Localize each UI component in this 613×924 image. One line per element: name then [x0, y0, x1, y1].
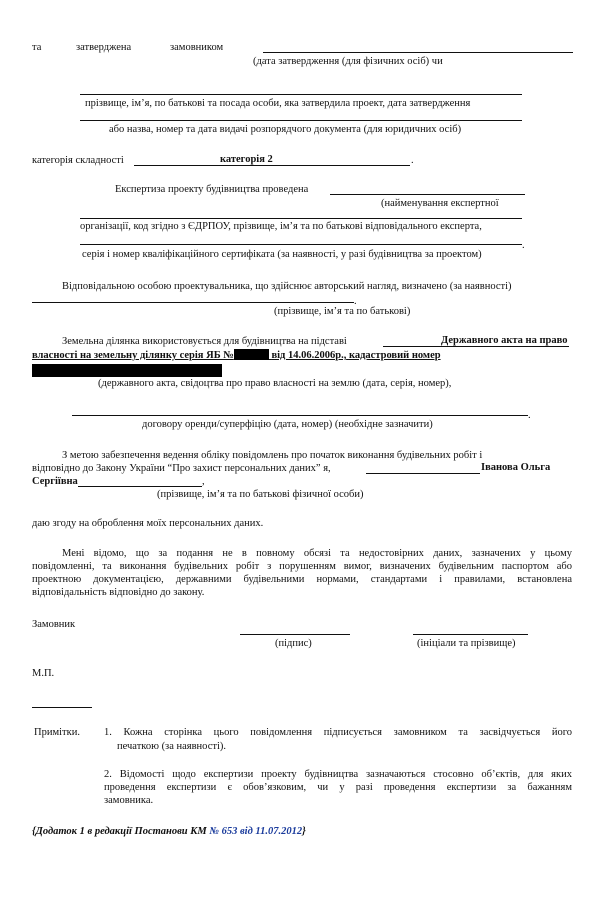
complexity-label: категорія складності	[32, 155, 124, 166]
land-blank-2	[72, 415, 528, 416]
customer-label: Замовник	[32, 619, 76, 630]
text-customer: замовником	[170, 42, 224, 53]
signature-caption: (підпис)	[275, 638, 312, 649]
land-cadastral-label: кадастровий номер	[348, 350, 441, 361]
supervision-text: Відповідальною особою проектувальника, що здійснює авторський нагляд, визначено (за наявності)	[62, 281, 512, 292]
signature-blank	[240, 634, 350, 635]
complexity-value: категорія 2	[220, 154, 273, 165]
supervision-blank	[32, 302, 354, 303]
comma: ,	[202, 476, 205, 487]
approval-blank	[263, 52, 573, 53]
land-caption2: договору оренди/суперфіцію (дата, номер) (необхідне зазначити)	[142, 419, 433, 430]
consent-line1: З метою забезпечення ведення обліку повідомлень про початок виконання будівельних робіт і	[62, 450, 483, 461]
responsibility-line1: Мені відомо, що за подання не в повному обсязі та недостовірних даних, зазначених у цьому	[62, 548, 572, 559]
note1-line2: печаткою (за наявності).	[117, 741, 226, 752]
consent-line2: відповідно до Закону України “Про захист персональних даних” я,	[32, 463, 331, 474]
land-line1-bold: Державного акта на право	[441, 335, 568, 346]
footnote-divider	[32, 707, 92, 708]
amendment-link[interactable]: № 653 від 11.07.2012	[209, 826, 303, 837]
period: .	[354, 296, 357, 307]
note1-line1: 1. Кожна сторінка цього повідомлення підписується замовником та засвідчується його	[104, 727, 572, 738]
expertise-blank-2	[80, 218, 522, 219]
expertise-blank-3	[80, 244, 522, 245]
redaction-cadastral	[32, 364, 222, 377]
complexity-dot: .	[411, 155, 414, 166]
consent-caption: (прізвище, ім’я та по батькові фізичної особи)	[157, 489, 364, 500]
expertise-text: Експертиза проекту будівництва проведена	[115, 184, 309, 195]
legal-blank	[80, 120, 522, 121]
note2-line2: проведення експертизи є обов’язковим, чи у разі проведення експертизи за бажанням	[104, 782, 572, 793]
person-blank	[80, 94, 522, 95]
land-act-series: власності на земельну ділянку серія ЯБ №	[32, 350, 234, 361]
consent-blank	[366, 473, 480, 474]
caption-person: прізвище, ім’я, по батькові та посада особи, яка затвердила проект, дата затвердження	[85, 98, 471, 109]
responsibility-line3: проектною документацією, державними будівельними нормами, стандартами і правилами, встановлена	[32, 574, 572, 585]
period: .	[522, 240, 525, 251]
expertise-caption2: організації, код згідно з ЄДРПОУ, прізвище, ім’я та по батькові відповідального експерта,	[80, 221, 482, 232]
caption-approval-date: (дата затвердження (для фізичних осіб) чи	[253, 56, 443, 67]
consent-name-a: Іванова Ольга	[481, 462, 551, 473]
notes-label: Примітки.	[34, 727, 80, 738]
land-caption1: (державного акта, свідоцтва про право власності на землю (дата, серія, номер),	[98, 378, 452, 389]
note2-line1: 2. Відомості щодо експертизи проекту будівництва зазначаються стосовно об’єктів, для яких	[104, 769, 572, 780]
note2-line3: замовника.	[104, 795, 154, 806]
amendment-note	[32, 826, 306, 838]
expertise-blank	[330, 194, 525, 195]
supervision-caption: (прізвище, ім’я та по батькові)	[274, 306, 411, 317]
land-line2	[32, 349, 441, 362]
expertise-caption3: серія і номер кваліфікаційного сертифіката (за наявності, у разі будівництва за проектом)	[82, 249, 482, 260]
redaction	[234, 349, 269, 360]
consent-name-b: Сергіївна	[32, 476, 78, 487]
amendment-prefix: {Додаток 1 в редакції Постанови КМ	[32, 826, 210, 837]
initials-caption: (ініціали та прізвище)	[417, 638, 516, 649]
initials-blank	[413, 634, 528, 635]
amendment-suffix: }	[302, 826, 306, 837]
responsibility-line4: відповідальність відповідно до закону.	[32, 587, 205, 598]
land-line1: Земельна ділянка використовується для будівництва на підставі	[62, 336, 347, 347]
text-approved: затверджена	[76, 42, 132, 53]
text-ta: та	[32, 42, 42, 53]
expertise-caption1: (найменування експертної	[381, 198, 499, 209]
caption-legal: або назва, номер та дата видачі розпорядчого документа (для юридичних осіб)	[109, 124, 462, 135]
land-act-date: від 14.06.2006р.,	[271, 350, 347, 361]
responsibility-line2: повідомленні, та виконання будівельних робіт з порушенням вимог, визначених будівельним паспортом або	[32, 561, 572, 572]
consent-blank-2	[78, 486, 202, 487]
consent-line3: даю згоду на оброблення моїх персональних даних.	[32, 518, 264, 529]
stamp-label: М.П.	[32, 668, 55, 679]
period: .	[528, 410, 531, 421]
